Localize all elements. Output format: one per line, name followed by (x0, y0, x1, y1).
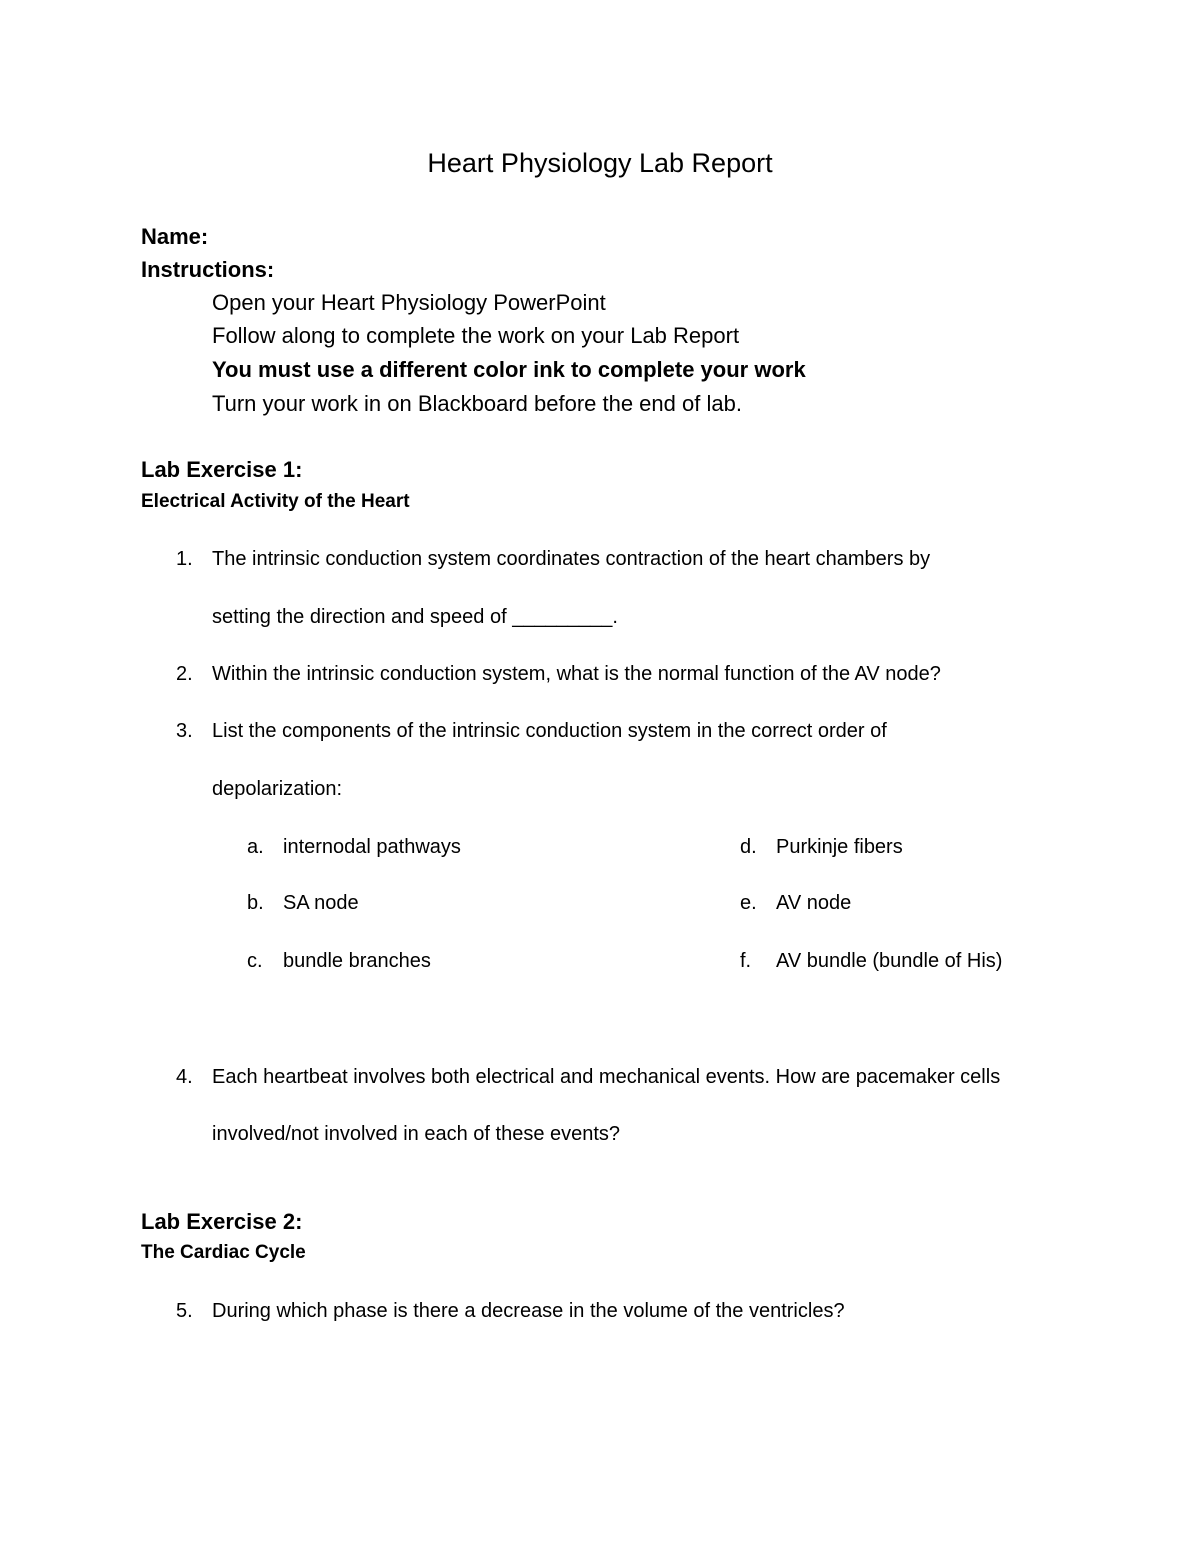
option-f-text: AV bundle (bundle of His) (776, 950, 1003, 972)
question-5-number: 5. (176, 1300, 193, 1322)
question-2-text: Within the intrinsic conduction system, what is the normal function of the AV node? (212, 663, 941, 685)
question-4-text-cont: involved/not involved in each of these events? (212, 1123, 621, 1145)
question-1-text: The intrinsic conduction system coordinates contraction of the heart chambers by (212, 548, 931, 570)
exercise-1-subheading: Electrical Activity of the Heart (141, 491, 410, 512)
option-a-text: internodal pathways (283, 836, 461, 858)
exercise-1-heading: Lab Exercise 1: (141, 457, 303, 482)
question-3-text: List the components of the intrinsic conduction system in the correct order of (212, 720, 887, 742)
option-c-text: bundle branches (283, 950, 431, 972)
question-1-text-cont: setting the direction and speed of _________. (212, 606, 618, 628)
exercise-2-subheading: The Cardiac Cycle (141, 1242, 306, 1263)
question-2-number: 2. (176, 663, 193, 685)
instruction-item: Open your Heart Physiology PowerPoint (212, 290, 606, 315)
option-f-letter: f. (740, 950, 752, 972)
question-3-number: 3. (176, 720, 193, 742)
option-b-letter: b. (247, 892, 264, 914)
option-c-letter: c. (247, 950, 263, 972)
page-title: Heart Physiology Lab Report (427, 148, 773, 178)
option-e-text: AV node (776, 892, 852, 914)
option-b-text: SA node (283, 892, 359, 914)
instructions-label: Instructions: (141, 257, 275, 282)
instruction-item: Turn your work in on Blackboard before the end of lab. (212, 391, 742, 416)
question-4-text: Each heartbeat involves both electrical and mechanical events. How are pacemaker cells (212, 1066, 1001, 1088)
exercise-2-heading: Lab Exercise 2: (141, 1209, 303, 1234)
option-d-letter: d. (740, 836, 757, 858)
option-a-letter: a. (247, 836, 264, 858)
name-label: Name: (141, 224, 209, 249)
question-3-text-cont: depolarization: (212, 778, 343, 800)
instruction-item-emphasis: You must use a different color ink to complete your work (212, 357, 806, 382)
option-d-text: Purkinje fibers (776, 836, 903, 858)
instruction-item: Follow along to complete the work on your Lab Report (212, 323, 740, 348)
option-e-letter: e. (740, 892, 757, 914)
question-1-number: 1. (176, 548, 193, 570)
question-4-number: 4. (176, 1066, 193, 1088)
question-5-text: During which phase is there a decrease in the volume of the ventricles? (212, 1300, 845, 1322)
